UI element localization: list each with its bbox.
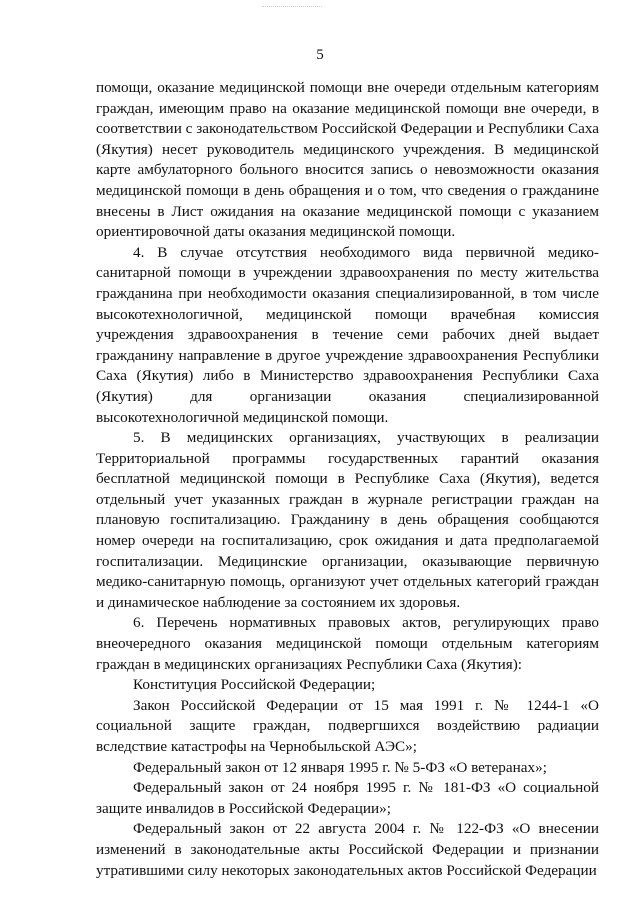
paragraph-item-5: 5. В медицинских организациях, участвующих в реализации Территориальной программы государственных гарантий оказания бесплатной медицинской помощи в Республике Саха (Якутия), ведется отдельный учет указанных граждан в журнале регистрации граждан на плановую госпитализацию. Гражданину в день обращения сообщаются номер очереди на госпитализацию, срок ожидания и дата предполагаемой госпитализации. Медицинские организации, оказывающие первичную медико-санитарную помощь, организуют учет отдельных категорий граждан и динамическое наблюдение за состоянием их здоровья.	[96, 429, 599, 611]
list-entry-law-1244-1: Закон Российской Федерации от 15 мая 1991 г. № 1244-1 «О социальной защите граждан, подвергшихся воздействию радиации вследствие катастрофы на Чернобыльской АЭС»;	[96, 696, 599, 755]
paragraph-item-6: 6. Перечень нормативных правовых актов, регулирующих право внеочередного оказания медицинской помощи отдельным категориям граждан в медицинских организациях Республики Саха (Якутия):	[96, 614, 599, 673]
list-entry-law-181-fz: Федеральный закон от 24 ноября 1995 г. № 181-ФЗ «О социальной защите инвалидов в Российской Федерации»;	[96, 779, 599, 817]
page-number: 5	[316, 47, 324, 63]
list-entry-law-122-fz: Федеральный закон от 22 августа 2004 г. № 122-ФЗ «О внесении изменений в законодательные акты Российской Федерации и признании утратившими силу некоторых законодательных актов Российской Федерации	[96, 820, 599, 879]
document-body	[96, 78, 599, 881]
scan-header-mark	[262, 6, 322, 11]
paragraph-item-4: 4. В случае отсутствия необходимого вида первичной медико-санитарной помощи в учреждении здравоохранения по месту жительства гражданина при необходимости оказания специализированной, в том числе высокотехнологичной, медицинской помощи врачебная комиссия учреждения здравоохранения в течение семи рабочих дней выдает гражданину направление в другое учреждение здравоохранения Республики Саха (Якутия) либо в Министерство здравоохранения Республики Саха (Якутия) для организации оказания специализированной высокотехнологичной медицинской помощи.	[96, 243, 599, 426]
list-entry-constitution: Конституция Российской Федерации;	[133, 676, 376, 694]
list-entry-law-5-fz: Федеральный закон от 12 января 1995 г. № 5-ФЗ «О ветеранах»;	[133, 758, 547, 776]
paragraph-continuation: помощи, оказание медицинской помощи вне очереди отдельным категориям граждан, имеющим право на оказание медицинской помощи вне очереди, в соответствии с законодательством Российской Федерации и Республики Саха (Якутия) несет руководитель медицинского учреждения. В медицинской карте амбулаторного больного вносится запись о невозможности оказания медицинской помощи в день обращения и о том, что сведения о гражданине внесены в Лист ожидания на оказание медицинской помощи с указанием ориентировочной даты оказания медицинской помощи.	[96, 79, 599, 241]
